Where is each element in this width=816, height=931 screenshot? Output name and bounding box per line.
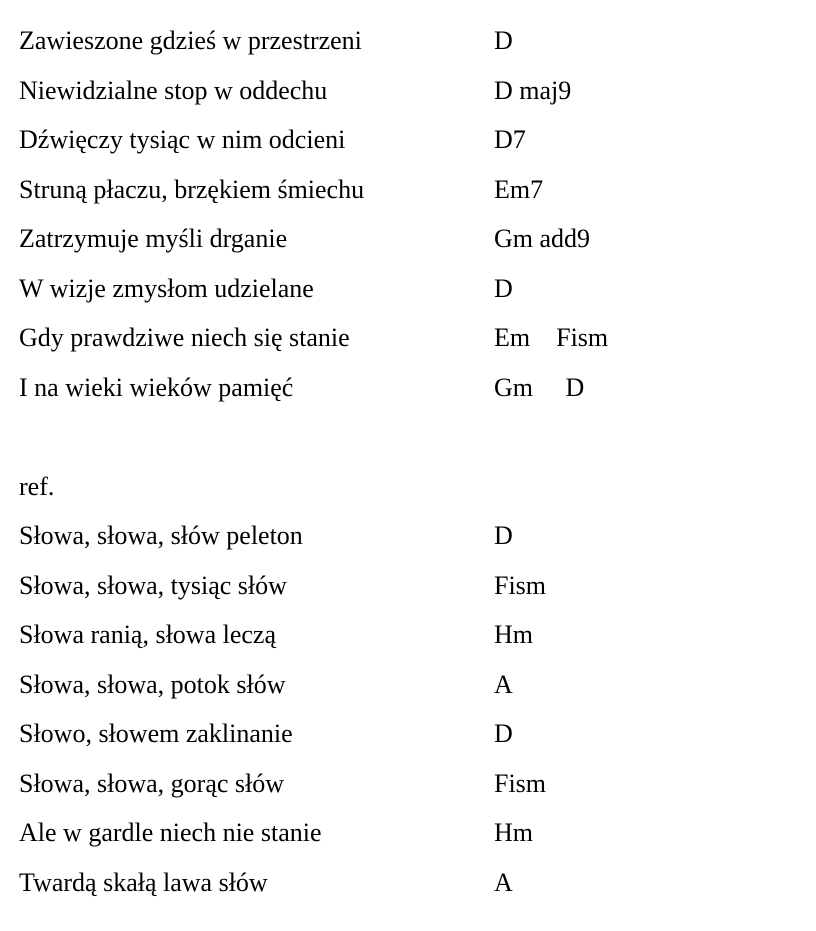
chord-text: D	[494, 521, 513, 550]
verse-line	[19, 214, 799, 264]
chord-text: A	[494, 867, 513, 897]
refrain-line	[19, 610, 799, 660]
refrain-line	[19, 561, 799, 611]
refrain-line	[19, 858, 799, 908]
verse-line	[19, 264, 799, 314]
refrain-line	[19, 660, 799, 710]
verse-line	[19, 363, 799, 413]
chord-text: Gm D	[494, 372, 585, 402]
chord-text: D7	[494, 125, 526, 154]
refrain-label: ref.	[19, 471, 55, 501]
lyric-text: Niewidzialne stop w oddechu	[19, 75, 328, 105]
lyric-text: Dźwięczy tysiąc w nim odcieni	[19, 125, 346, 154]
lyric-text: W wizje zmysłom udzielane	[19, 273, 314, 303]
verse-line	[19, 165, 799, 215]
refrain-line	[19, 511, 799, 561]
chord-text: D maj9	[494, 75, 572, 105]
verse-line	[19, 66, 799, 116]
chord-text: Hm	[494, 620, 533, 649]
verse-line	[19, 313, 799, 363]
lyric-text: Słowa, słowa, potok słów	[19, 669, 286, 699]
song-sheet	[19, 16, 799, 907]
lyric-text: Słowa, słowa, gorąc słów	[19, 768, 285, 798]
refrain-line	[19, 709, 799, 759]
chord-text: D	[494, 273, 513, 303]
lyric-text: I na wieki wieków pamięć	[19, 372, 294, 402]
chord-text: D	[494, 26, 513, 55]
chord-text: Fism	[494, 570, 547, 600]
lyric-text: Gdy prawdziwe niech się stanie	[19, 323, 350, 352]
lyric-text: Twardą skałą lawa słów	[19, 867, 268, 897]
refrain-line	[19, 759, 799, 809]
verse-line	[19, 115, 799, 165]
refrain-line	[19, 808, 799, 858]
lyric-text: Zatrzymuje myśli drganie	[19, 224, 288, 253]
lyric-text: Słowo, słowem zaklinanie	[19, 719, 293, 748]
lyric-text: Ale w gardle niech nie stanie	[19, 818, 322, 847]
lyric-text: Struną płaczu, brzękiem śmiechu	[19, 174, 365, 204]
chord-text: Hm	[494, 818, 533, 847]
chord-text: Em Fism	[494, 323, 609, 352]
lyric-text: Zawieszone gdzieś w przestrzeni	[19, 26, 362, 55]
lyric-text: Słowa, słowa, tysiąc słów	[19, 570, 287, 600]
lyric-text: Słowa ranią, słowa leczą	[19, 620, 277, 649]
chord-text: A	[494, 669, 513, 699]
section-spacer	[19, 412, 799, 462]
verse-line	[19, 16, 799, 66]
chord-text: Em7	[494, 174, 544, 204]
chord-text: Gm add9	[494, 224, 591, 253]
chord-text: Fism	[494, 768, 547, 798]
chord-text: D	[494, 719, 513, 748]
refrain-heading	[19, 462, 799, 512]
lyric-text: Słowa, słowa, słów peleton	[19, 521, 303, 550]
